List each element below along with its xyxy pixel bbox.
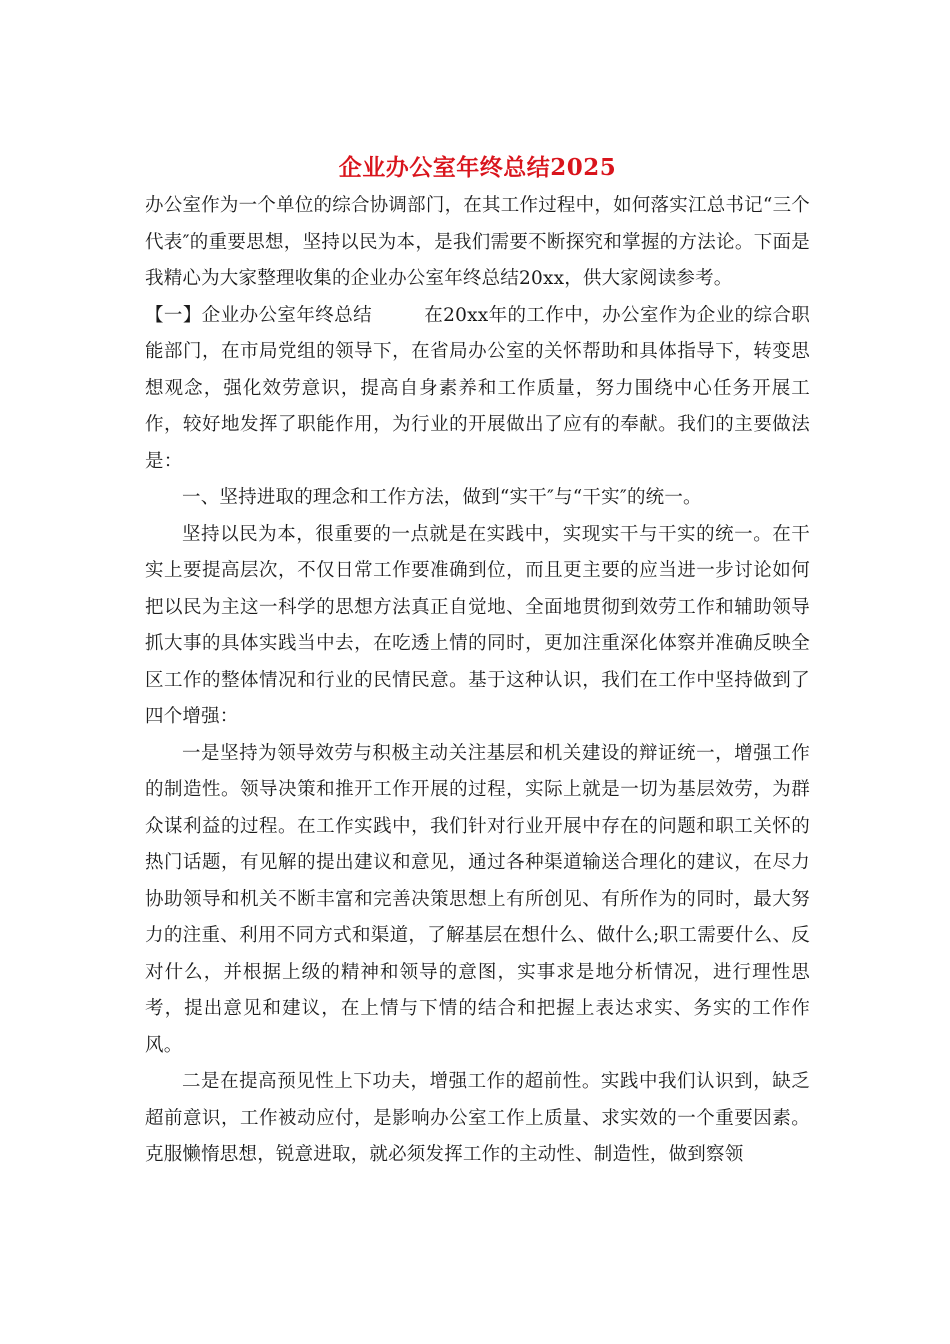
strengthen-one-paragraph: 一是坚持为领导效劳与积极主动关注基层和机关建设的辩证统一，增强工作的制造性。领导决策和推开工作开展的过程，实际上就是一切为基层效劳，为群众谋利益的过程。在工作实践中，我们针对行业开展中存在的问题和职工关怀的热门话题，有见解的提出建议和意见，通过各种渠道输送合理化的建议，在尽力协助领导和机关不断丰富和完善决策思想上有所创见、有所作为的同时，最大努力的注重、利用不同方式和渠道，了解基层在想什么、做什么;职工需要什么、反对什么，并根据上级的精神和领导的意图，实事求是地分析情况，进行理性思考，提出意见和建议，在上情与下情的结合和把握上表达求实、务实的工作作风。 <box>145 742 810 1056</box>
point-one-paragraph: 坚持以民为本，很重要的一点就是在实践中，实现实干与干实的统一。在干实上要提高层次，不仅日常工作要准确到位，而且更主要的应当进一步讨论如何把以民为主这一科学的思想方法真正自觉地、全面地贯彻到效劳工作和辅助领导抓大事的具体实践当中去，在吃透上情的同时，更加注重深化体察并准确反映全区工作的整体情况和行业的民情民意。基于这种认识，我们在工作中坚持做到了四个增强： <box>145 523 810 727</box>
intro-paragraph: 办公室作为一个单位的综合协调部门，在其工作过程中，如何落实江总书记“三个代表″的重要思想，坚持以民为本，是我们需要不断探究和掌握的方法论。下面是我精心为大家整理收集的企业办公室年终总结20xx，供大家阅读参考。 <box>145 195 810 289</box>
strengthen-two-paragraph: 二是在提高预见性上下功夫，增强工作的超前性。实践中我们认识到，缺乏超前意识，工作被动应付，是影响办公室工作上质量、求实效的一个重要因素。克服懒惰思想，锐意进取，就必须发挥工作的主动性、制造性，做到察领 <box>145 1071 810 1165</box>
document-title: 企业办公室年终总结2025 <box>338 154 617 181</box>
section-one-paragraph <box>145 298 810 481</box>
document-body <box>145 148 810 1174</box>
point-one-heading: 一、坚持进取的理念和工作方法，做到“实干″与“干实″的统一。 <box>182 487 702 508</box>
section-one-heading: 【一】企业办公室年终总结 <box>145 304 373 326</box>
section-one-text: 在20xx年的工作中，办公室作为企业的综合职能部门，在市局党组的领导下，在省局办公室的关怀帮助和具体指导下，转变思想观念，强化效劳意识，提高自身素养和工作质量，努力围绕中心任务开展工作，较好地发挥了职能作用，为行业的开展做出了应有的奉献。我们的主要做法是： <box>145 304 810 472</box>
